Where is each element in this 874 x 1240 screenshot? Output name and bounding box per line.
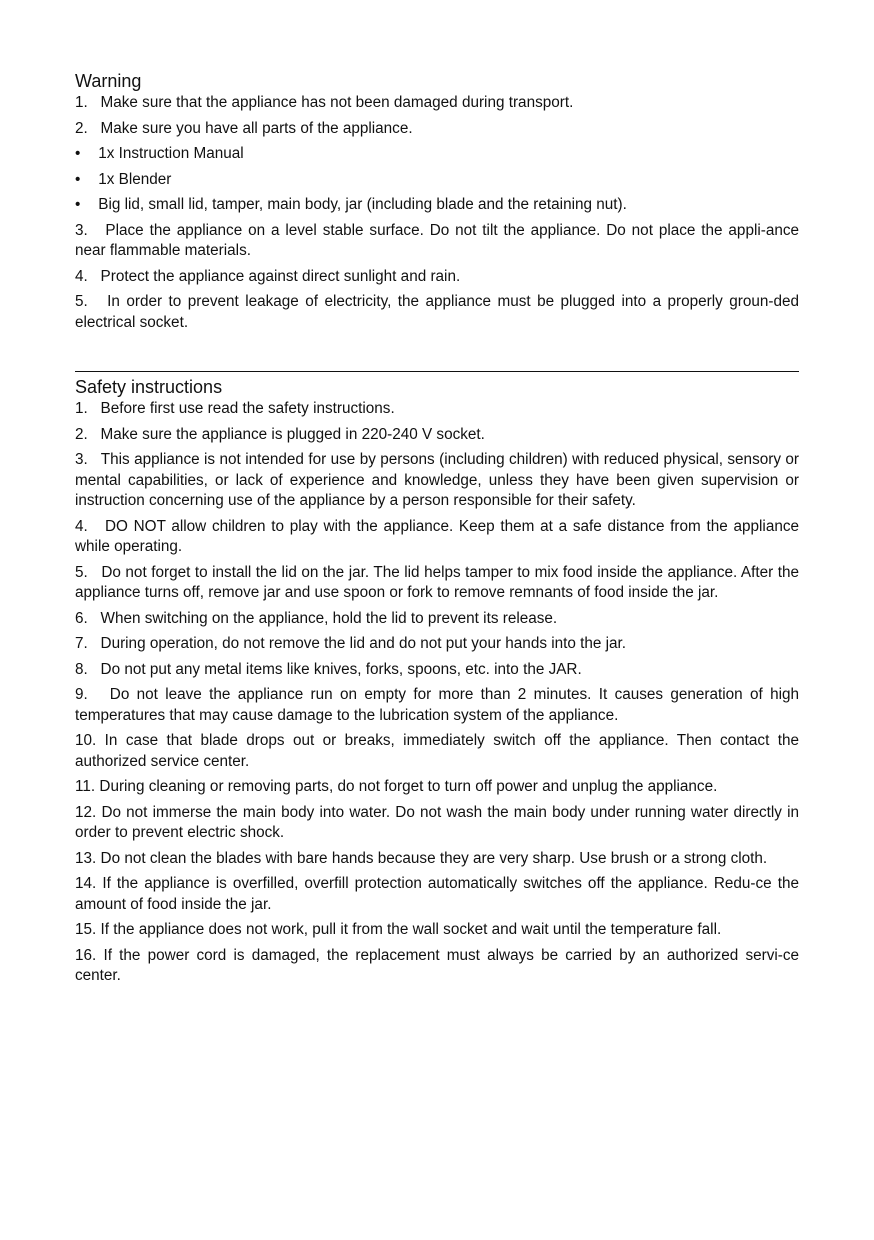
list-item <box>75 660 799 681</box>
item-text: Make sure the appliance is plugged in 220-240 V socket. <box>100 425 485 443</box>
safety-heading: Safety instructions <box>75 377 223 397</box>
warning-section <box>75 69 799 338</box>
list-item <box>75 609 799 630</box>
item-marker: 2. <box>75 119 88 137</box>
item-marker: 13. <box>75 849 97 867</box>
item-marker: 5. <box>75 293 88 310</box>
list-item <box>75 267 799 288</box>
list-item <box>75 685 799 726</box>
list-item <box>75 144 799 165</box>
item-text: Before first use read the safety instructions. <box>100 400 395 417</box>
item-marker: • <box>75 170 81 188</box>
item-marker: 2. <box>75 425 88 443</box>
list-item <box>75 450 799 512</box>
item-marker: 8. <box>75 660 88 678</box>
item-text: In order to prevent leakage of electricity, the appliance must be plugged into a properly groun-ded electrical socket. <box>75 293 799 331</box>
list-item <box>75 425 799 446</box>
item-marker: 11. <box>75 778 96 795</box>
item-marker: 4. <box>75 517 88 535</box>
item-marker: 1. <box>75 94 88 111</box>
list-item <box>75 946 799 987</box>
item-text: Do not forget to install the lid on the jar. The lid helps tamper to mix food inside the appliance. After the appliance turns off, remove jar and use spoon or fork to remove remnants of food inside the jar. <box>75 563 799 601</box>
list-item <box>75 93 799 114</box>
item-marker: 5. <box>75 563 88 581</box>
item-text: In case that blade drops out or breaks, immediately switch off the appliance. Then contact the authorized service center. <box>75 732 799 770</box>
list-item <box>75 292 799 333</box>
item-text: Protect the appliance against direct sunlight and rain. <box>100 267 461 285</box>
list-item <box>75 731 799 772</box>
item-marker: 9. <box>75 686 88 703</box>
item-text: Make sure you have all parts of the appliance. <box>100 119 413 137</box>
item-marker: 3. <box>75 451 88 468</box>
item-marker: • <box>75 145 81 162</box>
list-item <box>75 195 799 216</box>
item-marker: 7. <box>75 635 88 652</box>
item-text: During cleaning or removing parts, do not forget to turn off power and unplug the appliance. <box>99 778 718 795</box>
item-marker: 4. <box>75 267 88 285</box>
item-text: During operation, do not remove the lid and do not put your hands into the jar. <box>100 635 627 652</box>
list-item <box>75 221 799 262</box>
item-text: Place the appliance on a level stable surface. Do not tilt the appliance. Do not place the appli-ance near flammable materials. <box>75 221 800 259</box>
item-text: Do not clean the blades with bare hands because they are very sharp. Use brush or a strong cloth. <box>100 849 768 867</box>
safety-section <box>75 375 799 992</box>
list-item <box>75 803 799 844</box>
item-text: Do not immerse the main body into water. Do not wash the main body under running water directly in order to prevent electric shock. <box>75 803 800 841</box>
item-text: Do not leave the appliance run on empty for more than 2 minutes. It causes generation of high temperatures that may cause damage to the lubrication system of the appliance. <box>75 686 800 724</box>
list-item <box>75 849 799 870</box>
item-marker: 1. <box>75 400 88 417</box>
item-marker: 6. <box>75 609 88 627</box>
item-text: DO NOT allow children to play with the appliance. Keep them at a safe distance from the appliance while operating. <box>75 517 799 555</box>
item-text: If the appliance is overfilled, overfill protection automatically switches off the appliance. Redu-ce the amount of food inside the jar. <box>75 875 799 913</box>
item-text: 1x Blender <box>98 170 172 188</box>
item-marker: 3. <box>75 221 88 239</box>
item-text: Big lid, small lid, tamper, main body, jar (including blade and the retaining nut). <box>98 196 627 213</box>
item-text: If the appliance does not work, pull it from the wall socket and wait until the temperature fall. <box>100 921 722 938</box>
list-item <box>75 920 799 941</box>
list-item <box>75 777 799 798</box>
list-item <box>75 874 799 915</box>
item-text: If the power cord is damaged, the replacement must always be carried by an authorized servi-ce center. <box>75 946 799 984</box>
item-text: 1x Instruction Manual <box>98 145 244 162</box>
item-marker: 12. <box>75 803 97 821</box>
item-text: Make sure that the appliance has not been damaged during transport. <box>100 94 574 111</box>
section-divider <box>75 371 799 372</box>
list-item <box>75 170 799 191</box>
safety-list <box>75 399 799 987</box>
list-item <box>75 119 799 140</box>
list-item <box>75 399 799 420</box>
item-marker: • <box>75 196 81 213</box>
list-item <box>75 634 799 655</box>
item-marker: 16. <box>75 946 97 964</box>
warning-heading: Warning <box>75 71 142 91</box>
list-item <box>75 517 799 558</box>
list-item <box>75 563 799 604</box>
item-text: When switching on the appliance, hold the lid to prevent its release. <box>100 609 558 627</box>
item-marker: 10. <box>75 732 97 749</box>
warning-list <box>75 93 799 333</box>
item-text: Do not put any metal items like knives, forks, spoons, etc. into the JAR. <box>100 660 582 678</box>
item-text: This appliance is not intended for use by persons (including children) with reduced physical, sensory or mental capabilities, or lack of experience and knowledge, unless they have been given supervision or instruction concerning use of the appliance by a person responsible for their safety. <box>75 451 799 509</box>
item-marker: 15. <box>75 921 97 938</box>
item-marker: 14. <box>75 875 97 892</box>
